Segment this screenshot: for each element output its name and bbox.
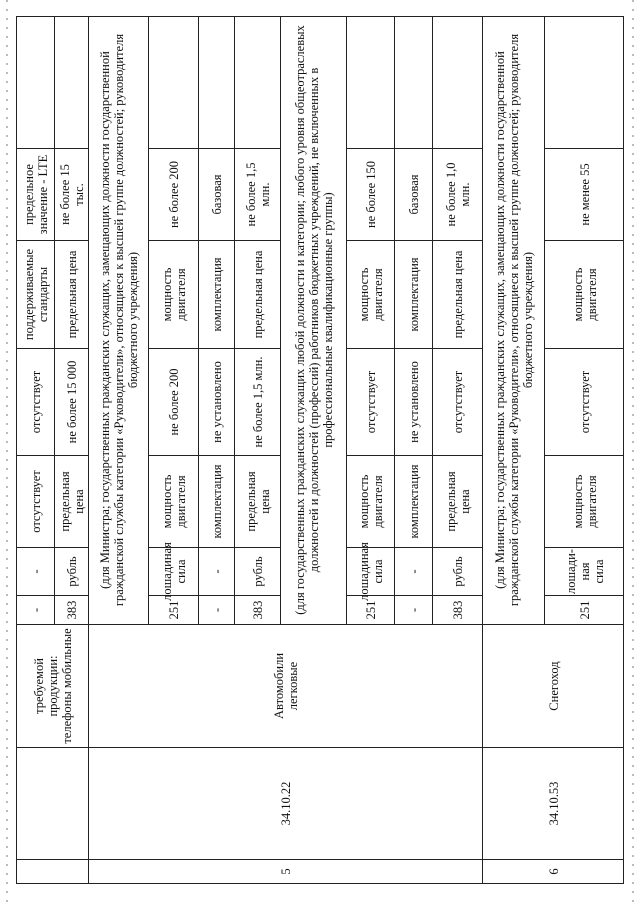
unit-cell: лошадиная сила [346,548,394,596]
characteristic-cell: предельная цена [54,241,88,349]
extra-cell [346,16,394,149]
value-cell: отсутствует [544,349,624,456]
code-cell: 251 [544,596,624,625]
characteristic-cell: комплектация [198,241,234,349]
characteristic-cell: поддерживаемые стандарты [16,241,54,349]
value-cell: не менее 55 [544,149,624,241]
characteristic-cell: мощность двигателя [148,456,198,548]
extra-cell [544,16,624,149]
value-cell: предельное значение - LTE [16,149,54,241]
unit-cell: рубль [54,548,88,596]
unit-cell: - [394,548,432,596]
extra-cell [16,16,54,149]
characteristic-cell: комплектация [198,456,234,548]
characteristic-cell: комплектация [394,241,432,349]
row-num-cell [16,860,88,884]
product-name-cell: Снегоход [482,625,624,748]
extra-cell [234,16,280,149]
okpd-cell: 34.10.22 [88,748,482,860]
product-name-cell: требуемой продукции: телефоны мобильные [16,625,88,748]
characteristic-cell: мощность двигателя [544,456,624,548]
characteristic-cell: мощность двигателя [148,241,198,349]
rotated-table-sheet [16,16,624,884]
extra-cell [148,16,198,149]
characteristic-cell: мощность двигателя [346,456,394,548]
unit-cell: рубль [432,548,482,596]
value-cell: отсутствует [16,349,54,456]
unit-cell: лошади-ная сила [544,548,624,596]
extra-cell [198,16,234,149]
characteristic-cell: мощность двигателя [346,241,394,349]
value-cell: не более 1,5 млн. [234,149,280,241]
characteristic-cell: предельная цена [432,456,482,548]
product-name-cell: Автомобили легковые [88,625,482,748]
row-num-cell: 5 [88,860,482,884]
characteristic-cell: мощность двигателя [544,241,624,349]
unit-cell: лошадиная сила [148,548,198,596]
value-cell: не более 200 [148,149,198,241]
characteristic-cell: предельная цена [54,456,88,548]
value-cell: не более 1,5 млн. [234,349,280,456]
unit-cell: рубль [234,548,280,596]
code-cell: - [16,596,54,625]
characteristic-cell: предельная цена [234,241,280,349]
okpd-cell [16,748,88,860]
value-cell: не установлено [198,349,234,456]
code-cell: 383 [432,596,482,625]
characteristic-cell: отсутствует [16,456,54,548]
requirements-table [16,16,624,884]
code-cell: - [394,596,432,625]
extra-cell [394,16,432,149]
value-cell: базовая [198,149,234,241]
unit-cell: - [16,548,54,596]
row-num-cell: 6 [482,860,624,884]
okpd-cell: 34.10.53 [482,748,624,860]
characteristic-cell: предельная цена [234,456,280,548]
code-cell: 383 [54,596,88,625]
value-cell: не установлено [394,349,432,456]
value-cell: не более 200 [148,349,198,456]
value-cell: отсутствует [432,349,482,456]
value-cell: не более 1,0 млн. [432,149,482,241]
value-cell: не более 15 тыс. [54,149,88,241]
value-cell: не более 15 000 [54,349,88,456]
extra-cell [54,16,88,149]
value-cell: базовая [394,149,432,241]
group-header-cell: (для Министра; государственных гражданских служащих, замещающих должности государственной гражданской службы категории «Руководители», относящиеся к высшей группе должностей; руководителя бюджетного учреждения) [88,16,148,625]
scan-dotted-edge [6,0,8,905]
group-header-cell: (для Министра; государственных гражданских служащих, замещающих должности государственной гражданской службы категории «Руководители», относящиеся к высшей группе должностей; руководителя бюджетного учреждения) [482,16,544,625]
value-cell: не более 150 [346,149,394,241]
code-cell: 383 [234,596,280,625]
characteristic-cell: предельная цена [432,241,482,349]
unit-cell: - [198,548,234,596]
code-cell: 251 [346,596,394,625]
code-cell: - [198,596,234,625]
group-header-cell: (для государственных гражданских служащих любой должности и категории; любого уровня общеотраслевых должностей и должностей (профессий) работников бюджетных учреждений, не включенных в профессиональные квалификационные группы) [280,16,346,625]
extra-cell [432,16,482,149]
code-cell: 251 [148,596,198,625]
scan-dotted-edge [632,0,634,905]
value-cell: отсутствует [346,349,394,456]
characteristic-cell: комплектация [394,456,432,548]
